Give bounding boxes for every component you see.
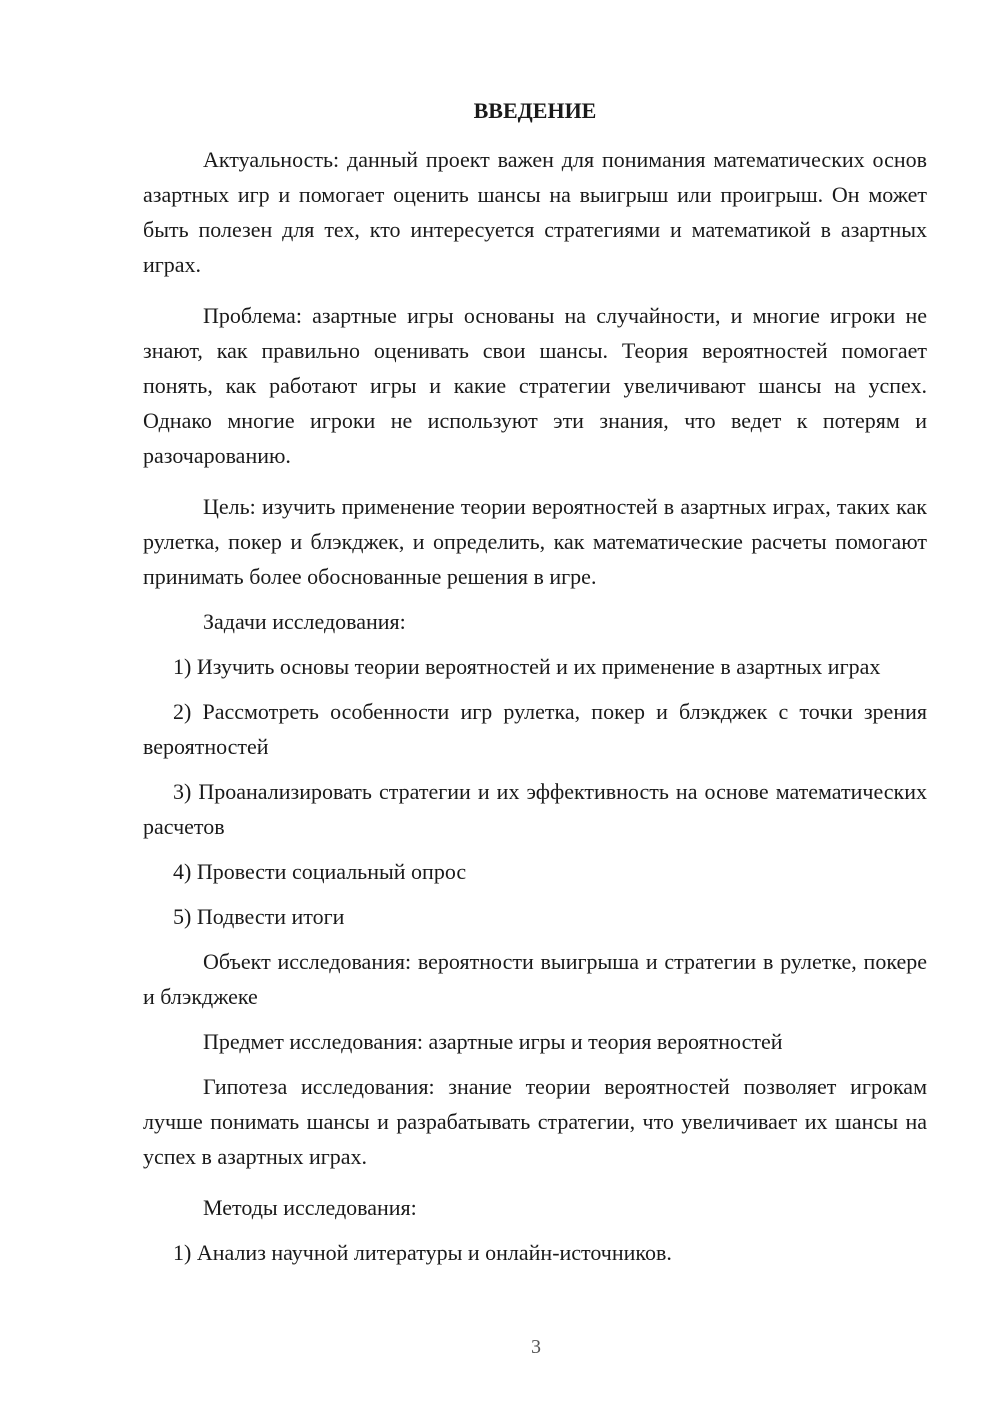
page-content [143,96,927,1270]
page-number: 3 [531,1336,541,1358]
page-title: ВВЕДЕНИЕ [473,98,597,123]
task-item-1: 1) Изучить основы теории вероятностей и их применение в азартных играх [173,654,881,679]
paragraph-object: Объект исследования: вероятности выигрыша и стратегии в рулетке, покере и блэкджеке [143,949,927,1009]
task-item-4: 4) Провести социальный опрос [173,859,467,884]
task-item-5: 5) Подвести итоги [173,904,345,929]
method-item-1: 1) Анализ научной литературы и онлайн-источников. [173,1240,672,1265]
paragraph-hypothesis: Гипотеза исследования: знание теории вероятностей позволяет игрокам лучше понимать шансы и разрабатывать стратегии, что увеличивает их шансы на успех в азартных играх. [143,1074,927,1169]
paragraph-methods-heading: Методы исследования: [203,1195,417,1220]
paragraph-relevance: Актуальность: данный проект важен для понимания математических основ азартных игр и помогает оценить шансы на выигрыш или проигрыш. Он может быть полезен для тех, кто интересуется стратегиями и математикой в азартных играх. [143,147,927,277]
paragraph-subject: Предмет исследования: азартные игры и теория вероятностей [203,1029,783,1054]
task-item-3: 3) Проанализировать стратегии и их эффективность на основе математических расчетов [143,779,927,839]
paragraph-problem: Проблема: азартные игры основаны на случайности, и многие игроки не знают, как правильно оценивать свои шансы. Теория вероятностей помогает понять, как работают игры и какие стратегии увеличивают шансы на успех. Однако многие игроки не используют эти знания, что ведет к потерям и разочарованию. [143,303,927,468]
task-item-2: 2) Рассмотреть особенности игр рулетка, покер и блэкджек с точки зрения вероятностей [143,699,927,759]
paragraph-goal: Цель: изучить применение теории вероятностей в азартных играх, таких как рулетка, покер и блэкджек, и определить, как математические расчеты помогают принимать более обоснованные решения в игре. [143,494,927,589]
paragraph-tasks-heading: Задачи исследования: [203,609,406,634]
